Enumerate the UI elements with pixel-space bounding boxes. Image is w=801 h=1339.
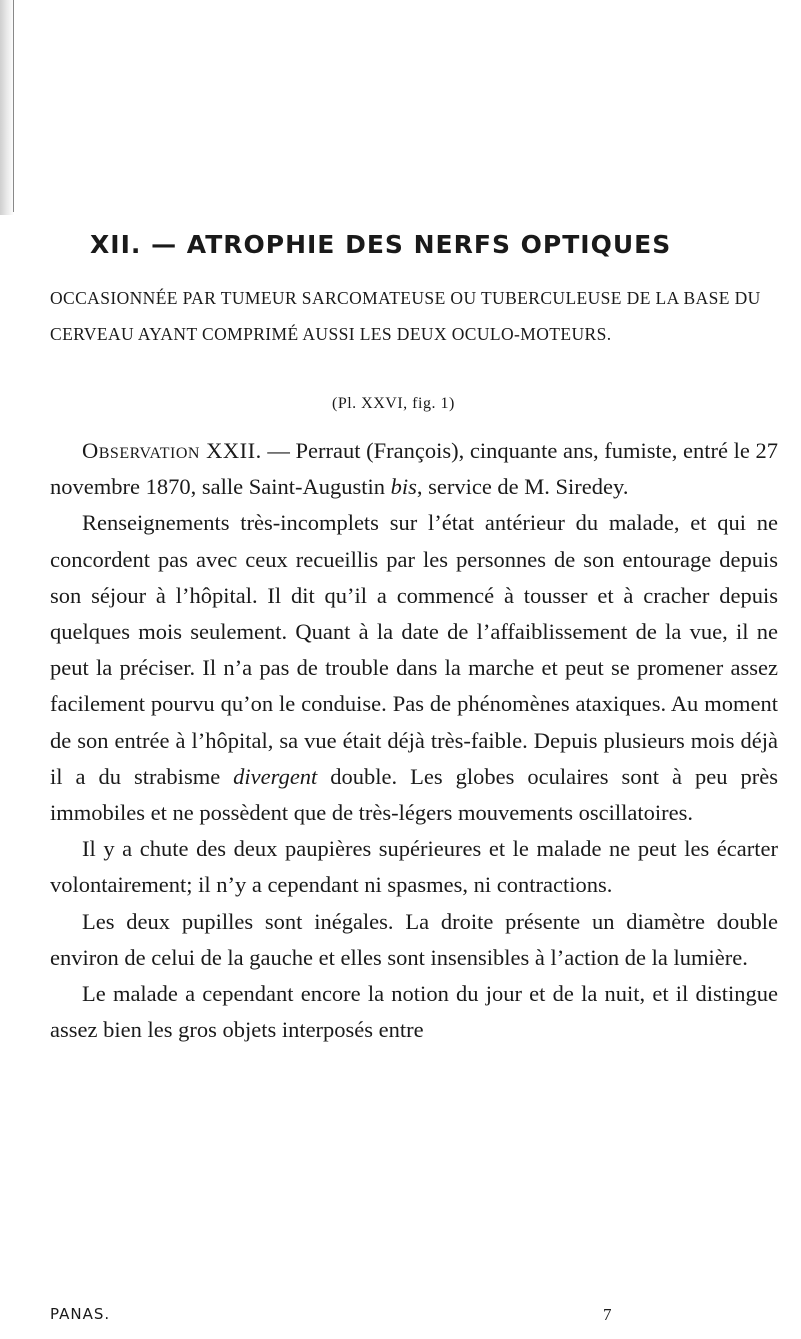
paragraph-observation (50, 433, 778, 505)
page-number: 7 (603, 1305, 612, 1324)
paragraph-notion-du-jour: Le malade a cependant encore la notion du jour et de la nuit, et il distingue assez bien les gros objets interposés entre (50, 981, 778, 1043)
chapter-heading: XII. — ATROPHIE DES NERFS OPTIQUES (90, 230, 672, 259)
signature-mark: PANAS. (50, 1305, 111, 1323)
paragraph-text: Renseignements très-incomplets sur l’état antérieur du malade, et qui ne concordent pas avec ceux recueillis par les personnes de son entourage depuis son séjour à l’hôpital. Il dit qu’il a commencé à tousser et à cracher depuis quelques mois seulement. Quant à la date de l’affaiblissement de la vue, il ne peut la préciser. Il n’a pas de trouble dans la marche et peut se promener assez facilement pourvu qu’on le conduise. Pas de phénomènes ataxiques. Au moment de son entrée à l’hôpital, sa vue était déjà très-faible. Depuis plusieurs mois déjà il a du strabisme (50, 510, 778, 789)
plate-reference: (Pl. XXVI, fig. 1) (332, 395, 455, 412)
italic-divergent: divergent (233, 763, 318, 789)
chapter-subtitle: OCCASIONNÉE PAR TUMEUR SARCOMATEUSE OU TUBERCULEUSE DE LA BASE DU CERVEAU AYANT COMPRIMÉ AUSSI LES DEUX OCULO-MOTEURS. (50, 288, 761, 344)
page-edge-shadow (0, 0, 14, 215)
observation-text-end: , service de M. Siredey. (416, 474, 629, 500)
paragraph-renseignements (50, 505, 778, 831)
paragraph-paupieres: Il y a chute des deux paupières supérieures et le malade ne peut les écarter volontairement; il n’y a cependant ni spasmes, ni contractions. (50, 836, 778, 898)
page-edge-line (13, 0, 14, 212)
observation-text: — Perraut (François), cinquante ans, fumiste, entré le 27 novembre 1870, salle Saint-Augustin (50, 438, 779, 500)
observation-label: Observation XXII. (82, 438, 262, 463)
paragraph-text-end: double. Les globes oculaires sont à peu près immobiles et ne possèdent que de très-légers mouvements oscillatoires. (50, 763, 778, 826)
body-text (50, 433, 778, 1048)
paragraph-pupilles: Les deux pupilles sont inégales. La droite présente un diamètre double environ de celui de la gauche et elles sont insensibles à l’action de la lumière. (50, 908, 778, 970)
observation-bis: bis (390, 474, 417, 500)
